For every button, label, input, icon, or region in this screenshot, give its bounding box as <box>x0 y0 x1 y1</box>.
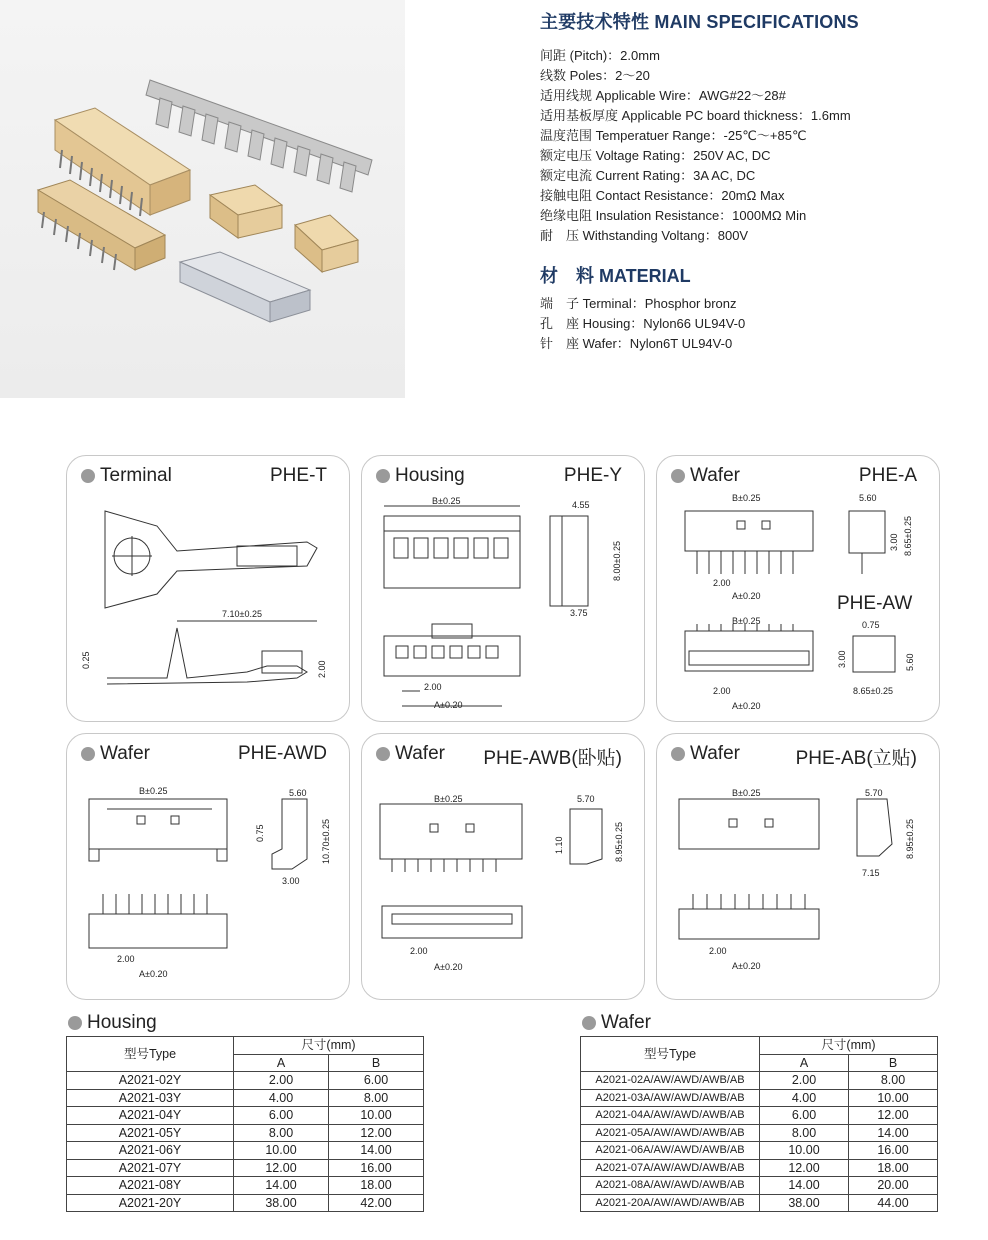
panel-wafer-a <box>656 455 940 722</box>
panel-wafer-awb <box>361 733 645 1000</box>
table-cell: 44.00 <box>849 1194 938 1212</box>
dim-a: A±0.20 <box>732 591 761 601</box>
table-cell: 8.00 <box>234 1124 329 1142</box>
housing-table-title: Housing <box>68 1012 157 1034</box>
dim-a: A±0.20 <box>732 961 761 971</box>
wafer-a-drawing <box>657 456 939 721</box>
spec-board-thickness: 适用基板厚度 Applicable PC board thickness：1.6mm <box>540 108 851 123</box>
table-row <box>581 1072 938 1090</box>
table-cell: A2021-05Y <box>67 1124 234 1142</box>
wafer-table-title: Wafer <box>582 1012 651 1034</box>
dim-pin-2: 3.00 <box>837 650 847 668</box>
panel-wafer-awb-code: PHE-AWB(卧贴) <box>483 748 622 769</box>
wafer-awb-drawing <box>362 734 644 999</box>
table-cell: 20.00 <box>849 1177 938 1195</box>
table-row <box>67 1124 424 1142</box>
table-cell: A2021-03A/AW/AWD/AWB/AB <box>581 1089 760 1107</box>
table-cell: A2021-03Y <box>67 1089 234 1107</box>
dim-pitch: 2.00 <box>117 954 135 964</box>
dim-pitch: 2.00 <box>713 578 731 588</box>
table-cell: 38.00 <box>234 1194 329 1212</box>
table-header-a: A <box>760 1054 849 1072</box>
table-cell: 6.00 <box>760 1107 849 1125</box>
dim-width: 5.70 <box>865 788 883 798</box>
dim-height: 8.95±0.25 <box>905 819 915 859</box>
wafer-table <box>580 1036 938 1212</box>
table-cell: 6.00 <box>234 1107 329 1125</box>
spec-withstanding-voltage: 耐 压 Withstanding Voltang：800V <box>540 228 749 243</box>
table-cell: A2021-20A/AW/AWD/AWB/AB <box>581 1194 760 1212</box>
housing-drawing <box>362 456 644 721</box>
panel-wafer-awb-title: Wafer <box>376 743 445 765</box>
table-cell: 12.00 <box>234 1159 329 1177</box>
panel-wafer-ab-title: Wafer <box>671 743 740 765</box>
material-list <box>540 294 745 354</box>
dim-depth: 7.15 <box>862 868 880 878</box>
table-cell: 8.00 <box>849 1072 938 1090</box>
panel-wafer-a-code: PHE-A <box>858 465 917 486</box>
wafer-awd-drawing <box>67 734 349 999</box>
table-cell: 14.00 <box>329 1142 424 1160</box>
table-cell: A2021-06A/AW/AWD/AWB/AB <box>581 1142 760 1160</box>
table-cell: 16.00 <box>329 1159 424 1177</box>
panel-wafer-aw-code: PHE-AW <box>837 593 913 614</box>
table-row <box>581 1124 938 1142</box>
dim-depth: 8.65±0.25 <box>853 686 893 696</box>
table-cell: A2021-20Y <box>67 1194 234 1212</box>
table-cell: A2021-04Y <box>67 1107 234 1125</box>
dim-b: B±0.25 <box>432 496 461 506</box>
table-cell: 8.00 <box>760 1124 849 1142</box>
dim-foot: 1.10 <box>554 836 564 854</box>
table-cell: 12.00 <box>760 1159 849 1177</box>
material-title: 材 料 MATERIAL <box>540 266 691 286</box>
table-row <box>581 1194 938 1212</box>
panel-terminal <box>66 455 350 722</box>
dim-height: 10.70±0.25 <box>321 819 331 864</box>
dim-a: A±0.20 <box>434 700 463 710</box>
dim-b-2: B±0.25 <box>732 616 761 626</box>
dim-pitch: 2.00 <box>709 946 727 956</box>
dim-length: 7.10±0.25 <box>222 609 262 619</box>
spec-pitch: 间距 (Pitch)：2.0mm <box>540 48 660 63</box>
panel-housing-title: Housing <box>376 465 465 487</box>
table-cell: 4.00 <box>760 1089 849 1107</box>
dim-b: B±0.25 <box>732 788 761 798</box>
table-row <box>67 1159 424 1177</box>
table-cell: 14.00 <box>849 1124 938 1142</box>
dim-a: A±0.20 <box>139 969 168 979</box>
bullet-icon <box>582 1016 596 1030</box>
table-cell: 2.00 <box>760 1072 849 1090</box>
table-cell: A2021-08A/AW/AWD/AWB/AB <box>581 1177 760 1195</box>
table-header-b: B <box>849 1054 938 1072</box>
panel-wafer-awd-code: PHE-AWD <box>237 743 327 764</box>
table-cell: A2021-04A/AW/AWD/AWB/AB <box>581 1107 760 1125</box>
dim-height: 8.00±0.25 <box>612 541 622 581</box>
table-cell: A2021-08Y <box>67 1177 234 1195</box>
table-header-size: 尺寸(mm) <box>234 1037 424 1055</box>
dim-a-2: A±0.20 <box>732 701 761 711</box>
material-housing: 孔 座 Housing：Nylon66 UL94V-0 <box>540 316 746 331</box>
specifications-list <box>540 46 851 246</box>
connector-illustration <box>0 0 405 398</box>
table-cell: A2021-05A/AW/AWD/AWB/AB <box>581 1124 760 1142</box>
table-row <box>67 1107 424 1125</box>
dim-pitch: 2.00 <box>410 946 428 956</box>
dim-height: 8.95±0.25 <box>614 822 624 862</box>
table-cell: 42.00 <box>329 1194 424 1212</box>
wafer-ab-drawing <box>657 734 939 999</box>
table-row <box>67 1194 424 1212</box>
table-cell: 10.00 <box>234 1142 329 1160</box>
spec-wire: 适用线规 Applicable Wire：AWG#22～28# <box>540 88 786 103</box>
table-cell: 10.00 <box>329 1107 424 1125</box>
table-row <box>581 1142 938 1160</box>
dim-a: A±0.20 <box>434 962 463 972</box>
table-header-size: 尺寸(mm) <box>760 1037 938 1055</box>
table-row <box>581 1089 938 1107</box>
table-cell: 12.00 <box>849 1107 938 1125</box>
spec-contact-resistance: 接触电阻 Contact Resistance：20mΩ Max <box>540 188 785 203</box>
table-header-type: 型号Type <box>581 1037 760 1072</box>
table-header-type: 型号Type <box>67 1037 234 1072</box>
specifications-title: 主要技术特性 MAIN SPECIFICATIONS <box>540 12 859 32</box>
table-cell: A2021-06Y <box>67 1142 234 1160</box>
table-cell: A2021-07Y <box>67 1159 234 1177</box>
table-cell: A2021-07A/AW/AWD/AWB/AB <box>581 1159 760 1177</box>
table-row <box>581 1159 938 1177</box>
table-cell: A2021-02Y <box>67 1072 234 1090</box>
table-header-a: A <box>234 1054 329 1072</box>
dim-width: 5.70 <box>577 794 595 804</box>
table-cell: 14.00 <box>234 1177 329 1195</box>
dim-width: 5.60 <box>289 788 307 798</box>
table-cell: 12.00 <box>329 1124 424 1142</box>
panel-wafer-awd <box>66 733 350 1000</box>
table-row <box>67 1177 424 1195</box>
panel-housing-code: PHE-Y <box>563 465 622 486</box>
dim-pitch-2: 2.00 <box>713 686 731 696</box>
material-wafer: 针 座 Wafer：Nylon6T UL94V-0 <box>540 336 733 351</box>
table-cell: 10.00 <box>760 1142 849 1160</box>
table-cell: A2021-02A/AW/AWD/AWB/AB <box>581 1072 760 1090</box>
dim-height: 2.00 <box>317 660 327 678</box>
spec-temperature: 温度范围 Temperatuer Range：-25℃～+85℃ <box>540 128 807 143</box>
dim-offset: 0.75 <box>862 620 880 630</box>
dim-pin: 3.00 <box>889 533 899 551</box>
table-row <box>67 1089 424 1107</box>
table-header-b: B <box>329 1054 424 1072</box>
bullet-icon <box>68 1016 82 1030</box>
dim-b: B±0.25 <box>139 786 168 796</box>
dim-depth: 3.75 <box>570 608 588 618</box>
panel-wafer-a-title: Wafer <box>671 465 740 487</box>
dim-offset: 0.75 <box>255 824 265 842</box>
table-cell: 6.00 <box>329 1072 424 1090</box>
table-cell: 16.00 <box>849 1142 938 1160</box>
table-cell: 2.00 <box>234 1072 329 1090</box>
panel-terminal-code: PHE-T <box>270 465 327 486</box>
spec-voltage: 额定电压 Voltage Rating：250V AC, DC <box>540 148 771 163</box>
spec-insulation-resistance: 绝缘电阻 Insulation Resistance：1000MΩ Min <box>540 208 807 223</box>
dim-width: 5.60 <box>859 493 877 503</box>
dim-b: B±0.25 <box>434 794 463 804</box>
dim-height-2: 5.60 <box>905 653 915 671</box>
spec-poles: 线数 Poles：2～20 <box>540 68 650 83</box>
material-terminal: 端 子 Terminal：Phosphor bronz <box>540 296 737 311</box>
dim-depth: 3.00 <box>282 876 300 886</box>
panel-housing <box>361 455 645 722</box>
panel-wafer-ab-code: PHE-AB(立贴) <box>795 748 917 769</box>
table-row <box>67 1142 424 1160</box>
table-cell: 8.00 <box>329 1089 424 1107</box>
terminal-drawing <box>67 456 349 721</box>
housing-table <box>66 1036 424 1212</box>
table-cell: 18.00 <box>849 1159 938 1177</box>
table-row <box>581 1107 938 1125</box>
spec-current: 额定电流 Current Rating：3A AC, DC <box>540 168 756 183</box>
table-cell: 4.00 <box>234 1089 329 1107</box>
dim-thickness: 0.25 <box>81 651 91 669</box>
panel-terminal-title: Terminal <box>81 465 172 487</box>
dim-height: 8.65±0.25 <box>903 516 913 556</box>
panel-wafer-awd-title: Wafer <box>81 743 150 765</box>
table-row <box>581 1177 938 1195</box>
dim-width: 4.55 <box>572 500 590 510</box>
dim-pitch: 2.00 <box>424 682 442 692</box>
table-cell: 14.00 <box>760 1177 849 1195</box>
table-row <box>67 1072 424 1090</box>
table-cell: 10.00 <box>849 1089 938 1107</box>
panel-wafer-ab <box>656 733 940 1000</box>
product-photo <box>0 0 405 398</box>
dim-b: B±0.25 <box>732 493 761 503</box>
table-cell: 18.00 <box>329 1177 424 1195</box>
table-cell: 38.00 <box>760 1194 849 1212</box>
